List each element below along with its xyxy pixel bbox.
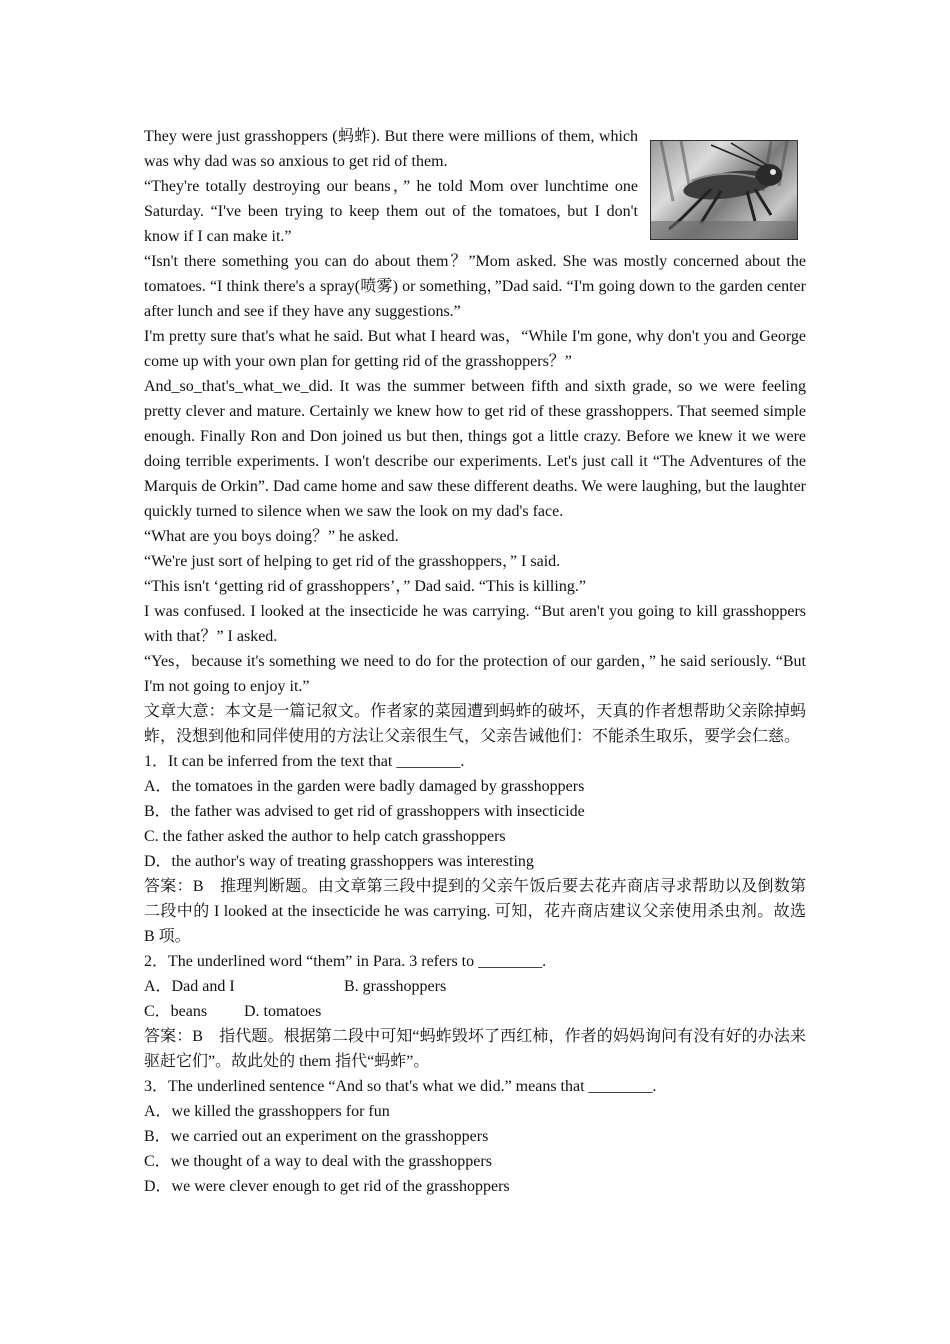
passage-paragraph-6: “What are you boys doing？” he asked. (144, 528, 399, 545)
passage-paragraph-10: “Yes，because it's something we need to do for the protection of our garden，” he said seriously. “But I'm not going to enjoy it.” (144, 653, 806, 695)
question-2-answer: 答案：B 指代题。根据第二段中可知“蚂蚱毁坏了西红柿，作者的妈妈询问有没有好的办法来驱赶它们”。故此处的 them 指代“蚂蚱”。 (144, 1028, 806, 1070)
question-1-option-c: C. the father asked the author to help catch grasshoppers (144, 828, 506, 845)
question-3-option-a: A．we killed the grasshoppers for fun (144, 1103, 390, 1120)
summary-text: 文章大意：本文是一篇记叙文。作者家的菜园遭到蚂蚱的破坏，天真的作者想帮助父亲除掉蚂蚱，没想到他和同伴使用的方法让父亲很生气，父亲告诫他们：不能杀生取乐，要学会仁慈。 (144, 703, 806, 745)
passage-paragraph-8: “This isn't ‘getting rid of grasshoppers’，” Dad said. “This is killing.” (144, 578, 586, 595)
question-2-option-c: C．beans (144, 1003, 208, 1020)
question-2-stem: 2．The underlined word “them” in Para. 3 refers to ________. (144, 953, 547, 970)
question-2-options-row-2 (144, 999, 806, 1024)
question-3-option-d: D．we were clever enough to get rid of the grasshoppers (144, 1178, 510, 1195)
question-2-options-row-1 (144, 974, 806, 999)
question-1-answer: 答案：B 推理判断题。由文章第三段中提到的父亲午饭后要去花卉商店寻求帮助以及倒数第二段中的 I looked at the insecticide he was carrying. 可知，花卉商店建议父亲使用杀虫剂。故选 B 项。 (144, 878, 806, 945)
passage-paragraph-2: “They're totally destroying our beans，” he told Mom over lunchtime one Saturday. “I've been trying to keep them out of the tomatoes, but I don't know if I can make it.” (144, 178, 638, 245)
question-1-option-d: D．the author's way of treating grasshoppers was interesting (144, 853, 534, 870)
document-page (144, 124, 806, 1199)
passage-paragraph-9: I was confused. I looked at the insecticide he was carrying. “But aren't you going to kill grasshoppers with that？” I asked. (144, 603, 806, 645)
question-2-option-a: A．Dad and I (144, 978, 235, 995)
question-2-option-b: B. grasshoppers (344, 978, 447, 995)
passage-paragraph-3: “Isn't there something you can do about them？”Mom asked. She was mostly concerned about the tomatoes. “I think there's a spray(喷雾) or something，”Dad said. “I'm going down to the garden center after lunch and see if they have any suggestions.” (144, 253, 806, 320)
passage-paragraph-7: “We're just sort of helping to get rid of the grasshoppers，” I said. (144, 553, 561, 570)
question-3-option-c: C．we thought of a way to deal with the grasshoppers (144, 1153, 492, 1170)
question-3-option-b: B．we carried out an experiment on the grasshoppers (144, 1128, 489, 1145)
passage-paragraph-5: And_so_that's_what_we_did. It was the summer between fifth and sixth grade, so we were feeling pretty clever and mature. Certainly we knew how to get rid of these grasshoppers. That seemed simple enough. Finally Ron and Don joined us but then, things got a little crazy. Before we knew it we were doing terrible experiments. I won't describe our experiments. Let's just call it “The Adventures of the Marquis de Orkin”. Dad came home and saw these different deaths. We were laughing, but the laughter quickly turned to silence when we saw the look on my dad's face. (144, 378, 806, 520)
passage-paragraph-4: I'm pretty sure that's what he said. But what I heard was，“While I'm gone, why don't you and George come up with your own plan for getting rid of the grasshoppers？” (144, 328, 807, 370)
grasshopper-photo (650, 140, 798, 240)
question-1-option-a: A．the tomatoes in the garden were badly damaged by grasshoppers (144, 778, 585, 795)
passage-paragraph-1: They were just grasshoppers (蚂蚱). But there were millions of them, which was why dad was so anxious to get rid of them. (144, 128, 638, 170)
grasshopper-icon (651, 141, 797, 239)
question-3-stem: 3．The underlined sentence “And so that's what we did.” means that ________. (144, 1078, 657, 1095)
question-1-stem: 1．It can be inferred from the text that ________. (144, 753, 465, 770)
question-2-option-d: D. tomatoes (244, 1003, 322, 1020)
question-1-option-b: B．the father was advised to get rid of grasshoppers with insecticide (144, 803, 585, 820)
